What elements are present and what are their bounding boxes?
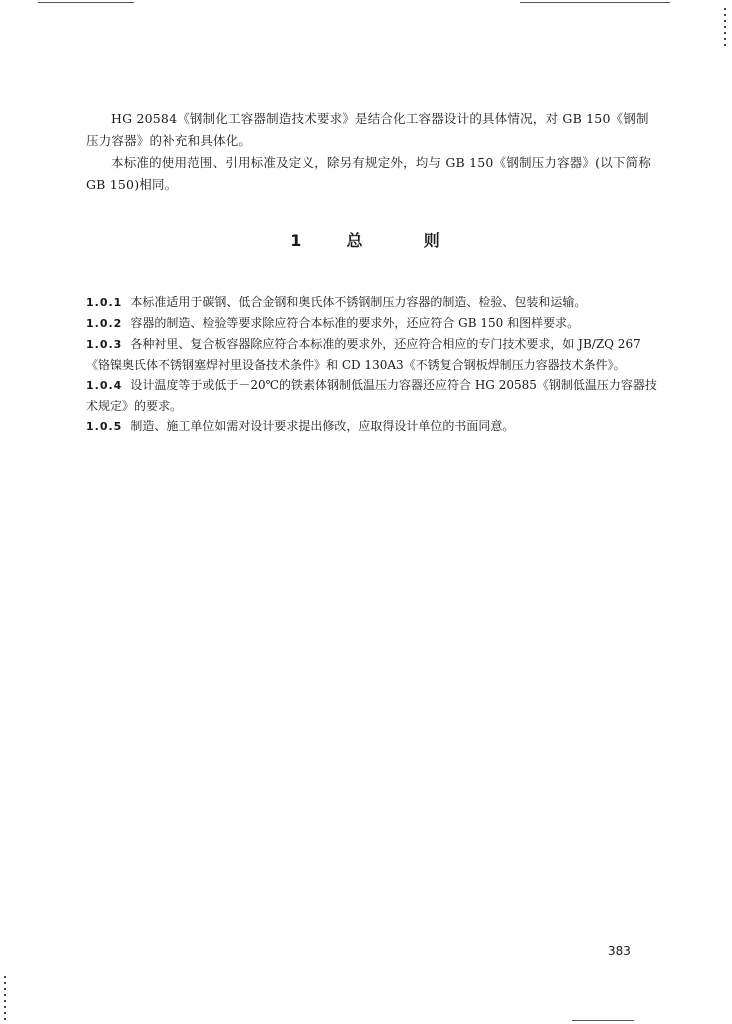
intro-paragraph-2 xyxy=(86,152,658,196)
clause-item xyxy=(86,416,660,437)
clause-number: 1.0.2 xyxy=(86,317,123,330)
clause-number: 1.0.4 xyxy=(86,379,123,392)
clause-list xyxy=(86,292,660,437)
scan-bottom-rule xyxy=(572,1020,634,1021)
clause-item xyxy=(86,292,660,313)
section-number: 1 xyxy=(290,231,304,250)
scan-top-rule-left xyxy=(38,2,134,3)
intro-paragraph-1 xyxy=(86,108,658,152)
section-title-part1: 总 xyxy=(346,231,365,250)
clause-text: 各种衬里、复合板容器除应符合本标准的要求外，还应符合相应的专门技术要求，如 JB/ZQ 267《铬镍奥氏体不锈钢塞焊衬里设备技术条件》和 CD 130A3《不锈复合钢板焊制压力容器技术条件》。 xyxy=(86,337,641,372)
intro-text-1: HG 20584《钢制化工容器制造技术要求》是结合化工容器设计的具体情况，对 GB 150《钢制压力容器》的补充和具体化。 xyxy=(86,111,649,148)
clause-text: 容器的制造、检验等要求除应符合本标准的要求外，还应符合 GB 150 和图样要求。 xyxy=(130,316,580,330)
section-heading xyxy=(0,228,732,251)
clause-number: 1.0.1 xyxy=(86,296,123,309)
section-title-part2: 则 xyxy=(423,231,442,250)
scan-left-edge-marks xyxy=(4,976,6,1020)
clause-number: 1.0.5 xyxy=(86,420,123,433)
intro-text-2: 本标准的使用范围、引用标准及定义，除另有规定外，均与 GB 150《钢制压力容器》(以下简称 GB 150)相同。 xyxy=(86,155,652,192)
clause-item xyxy=(86,313,660,334)
clause-text: 制造、施工单位如需对设计要求提出修改，应取得设计单位的书面同意。 xyxy=(130,419,515,433)
clause-item xyxy=(86,334,660,375)
clause-text: 设计温度等于或低于－20℃的铁素体钢制低温压力容器还应符合 HG 20585《钢制低温压力容器技术规定》的要求。 xyxy=(86,378,657,413)
scan-top-rule-right xyxy=(520,2,670,3)
scan-right-edge-marks xyxy=(724,8,726,48)
clause-text: 本标准适用于碳钢、低合金钢和奥氏体不锈钢制压力容器的制造、检验、包装和运输。 xyxy=(130,295,587,309)
page-number: 383 xyxy=(608,944,631,958)
clause-item xyxy=(86,375,660,416)
clause-number: 1.0.3 xyxy=(86,338,123,351)
